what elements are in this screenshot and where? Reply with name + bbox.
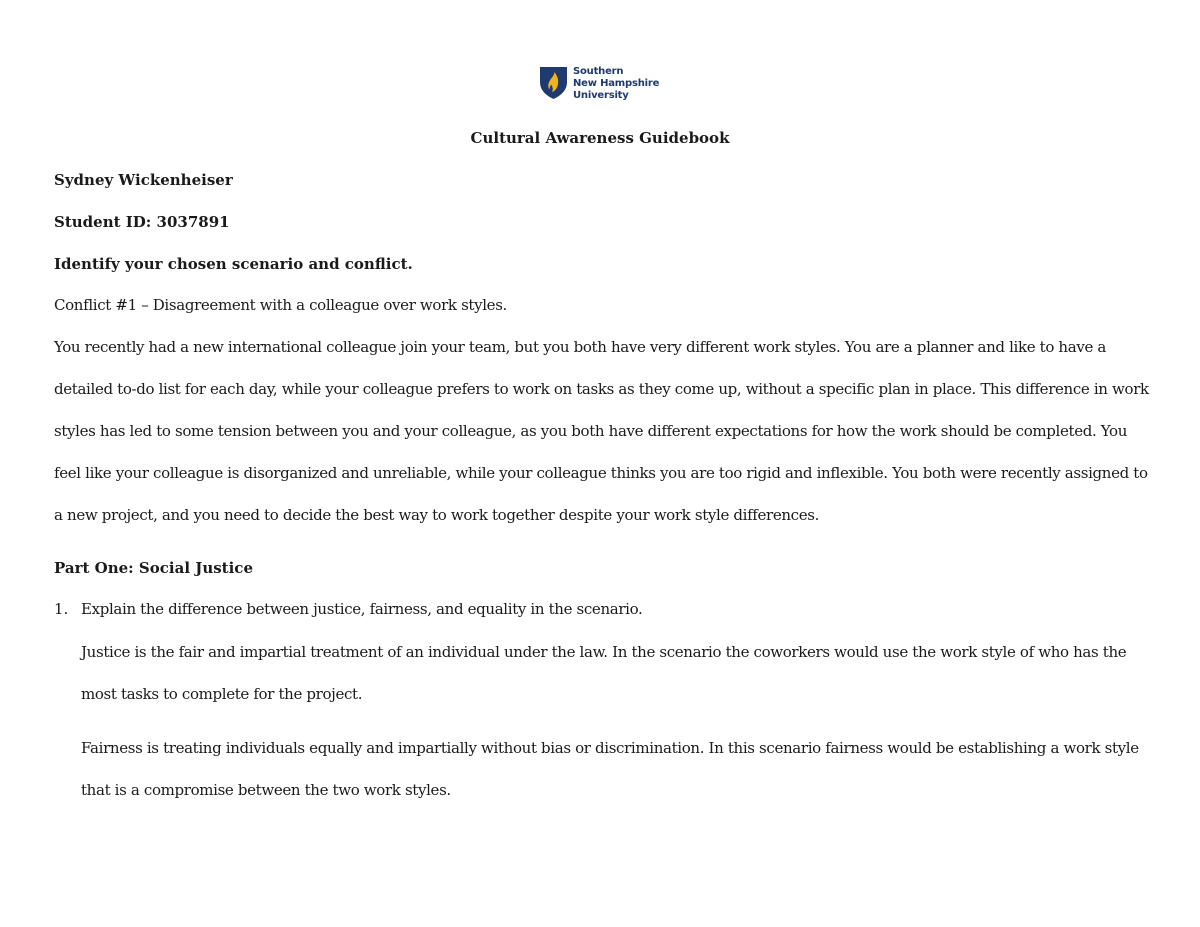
scenario-paragraph: You recently had a new international colleague join your team, but you both have very different work styles. You are a planner and like to have a detailed to-do list for each day, while your colleague prefers to work on tasks as they come up, without a specific plan in place. This difference in work styles has led to some tension between you and your colleague, as you both have different expectations for how the work should be completed. You feel like your colleague is disorganized and unreliable, while your colleague thinks you are too rigid and inflexible. You both were recently assigned to a new project, and you need to decide the best way to work together despite your work style differences. [54, 338, 1149, 524]
answer-justice: Justice is the fair and impartial treatment of an individual under the law. In the scenario the coworkers would use the work style of who has the most tasks to complete for the project. [81, 643, 1127, 703]
question-text: Explain the difference between justice, fairness, and equality in the scenario. [81, 600, 643, 618]
document-title: Cultural Awareness Guidebook [470, 129, 730, 147]
question-number: 1. [54, 600, 69, 618]
logo-line-2: New Hampshire [573, 78, 660, 89]
logo-line-1: Southern [573, 66, 624, 77]
university-wordmark [573, 66, 659, 102]
flame-shield-icon [539, 66, 568, 100]
conflict-line: Conflict #1 – Disagreement with a colleague over work styles. [54, 296, 507, 314]
author-name: Sydney Wickenheiser [54, 171, 233, 189]
prompt-heading: Identify your chosen scenario and conflict. [54, 255, 413, 273]
university-logo [539, 66, 659, 102]
logo-line-3: University [573, 90, 629, 101]
answer-fairness: Fairness is treating individuals equally and impartially without bias or discrimination. In this scenario fairness would be establishing a work style that is a compromise between the two work styles. [81, 739, 1139, 799]
part-one-heading: Part One: Social Justice [54, 559, 253, 577]
student-id: Student ID: 3037891 [54, 213, 230, 231]
